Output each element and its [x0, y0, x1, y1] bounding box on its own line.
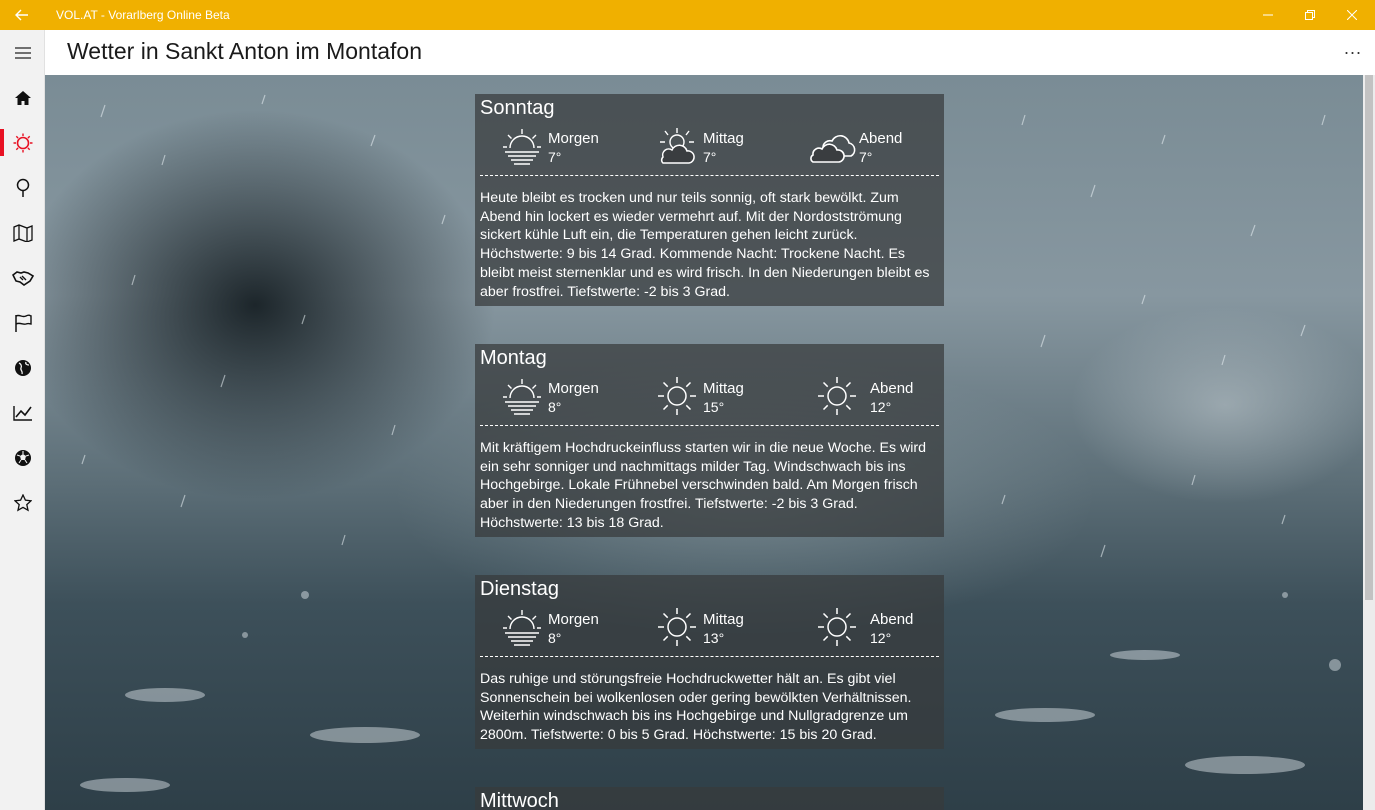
sun-haze-icon: [502, 376, 542, 416]
sun-haze-icon: [502, 126, 542, 166]
period-label: Morgen: [548, 380, 599, 397]
scrollbar[interactable]: [1363, 75, 1375, 810]
sidebar-item-home[interactable]: [0, 75, 45, 120]
flag-icon: [14, 314, 32, 332]
close-icon: [1347, 10, 1357, 20]
period-temp: 7°: [703, 149, 717, 165]
period-label: Mittag: [703, 611, 744, 628]
sidebar-item-map[interactable]: [0, 210, 45, 255]
minimize-button[interactable]: [1245, 0, 1291, 30]
window-title: VOL.AT - Vorarlberg Online Beta: [56, 8, 230, 22]
forecast-card-montag: [475, 344, 944, 537]
sidebar: [0, 30, 45, 810]
period-label: Morgen: [548, 130, 599, 147]
sun-icon: [817, 607, 857, 647]
hamburger-icon: [15, 47, 31, 59]
page-title: Wetter in Sankt Anton im Montafon: [67, 38, 422, 64]
period-evening: [817, 607, 967, 651]
sun-icon: [657, 376, 697, 416]
period-morning: [502, 376, 652, 420]
sun-haze-icon: [502, 607, 542, 647]
period-temp: 7°: [548, 149, 562, 165]
period-temp: 8°: [548, 399, 562, 415]
chart-icon: [13, 405, 33, 421]
map-icon: [13, 224, 33, 242]
back-button[interactable]: [0, 0, 44, 30]
forecast-text: Das ruhige und störungsfreie Hochdruckwetter hält an. Es gibt viel Sonnenschein bei wolkenlosen oder gering bewölkten Verhältnissen. Weiterhin windschwach bis ins Hochgebirge und Nullgradgrenze um 2800m. Tiefstwerte: 0 bis 5 Grad. Höchstwerte: 15 bis 20 Grad.: [480, 671, 912, 744]
sidebar-item-partners[interactable]: [0, 255, 45, 300]
period-evening: [817, 376, 967, 420]
home-icon: [14, 90, 32, 106]
period-temp: 12°: [870, 630, 892, 646]
maximize-button[interactable]: [1287, 0, 1333, 30]
sidebar-item-events[interactable]: [0, 300, 45, 345]
restore-icon: [1305, 10, 1315, 20]
period-label: Abend: [870, 611, 914, 628]
sun-icon: [817, 376, 857, 416]
partly-cloudy-icon: [657, 126, 697, 166]
forecast-card-dienstag: [475, 575, 944, 749]
period-temp: 7°: [859, 149, 873, 165]
sidebar-item-favorites[interactable]: [0, 480, 45, 525]
scroll-thumb[interactable]: [1365, 75, 1373, 600]
sun-icon: [657, 607, 697, 647]
period-morning: [502, 607, 652, 651]
forecast-card-mittwoch: [475, 787, 944, 810]
period-noon: [657, 607, 807, 651]
pin-icon: [16, 178, 30, 198]
star-icon: [14, 494, 32, 512]
period-label: Morgen: [548, 611, 599, 628]
forecast-card-sonntag: [475, 94, 944, 306]
back-arrow-icon: [15, 9, 29, 21]
period-label: Abend: [859, 130, 903, 147]
day-title: Sonntag: [480, 97, 555, 119]
period-temp: 8°: [548, 630, 562, 646]
forecast-text: Mit kräftigem Hochdruckeinfluss starten wir in die neue Woche. Es wird ein sehr sonniger und nachmittags milder Tag. Windschwach bis ins Hochgebirge. Lokale Frühnebel verschwinden bald. Am Morgen frisch aber in den Niederungen frostfrei. Tiefstwerte: -2 bis 3 Grad. Höchstwerte: 13 bis 18 Grad.: [480, 440, 927, 531]
minimize-icon: [1263, 10, 1273, 20]
forecast-text: Heute bleibt es trocken und nur teils sonnig, oft stark bewölkt. Zum Abend hin lockert es wieder vermehrt auf. Mit der Nordostströmung sickert kühle Luft ein, die Temperaturen gehen leicht zurück. Höchstwerte: 9 bis 14 Grad. Kommende Nacht: Trockene Nacht. Es bleibt meist sternenklar und es wird frisch. In den Niederungen bleibt es aber frostfrei. Tiefstwerte: -2 bis 3 Grad.: [480, 190, 930, 300]
sidebar-item-location[interactable]: [0, 165, 45, 210]
globe-icon: [14, 359, 32, 377]
close-button[interactable]: [1329, 0, 1375, 30]
page-header: [45, 30, 1375, 75]
day-title: Montag: [480, 347, 547, 369]
sidebar-item-menu[interactable]: [0, 30, 45, 75]
sidebar-item-weather[interactable]: [0, 120, 45, 165]
handshake-icon: [12, 270, 34, 286]
period-morning: [502, 126, 652, 170]
divider: [480, 175, 939, 176]
sidebar-item-sports[interactable]: [0, 435, 45, 480]
period-noon: [657, 126, 807, 170]
period-label: Abend: [870, 380, 914, 397]
period-temp: 13°: [703, 630, 725, 646]
sidebar-item-markets[interactable]: [0, 390, 45, 435]
cloudy-icon: [809, 126, 857, 166]
weather-content[interactable]: [45, 75, 1363, 810]
divider: [480, 425, 939, 426]
day-title: Dienstag: [480, 578, 559, 600]
day-title: Mittwoch: [480, 790, 559, 810]
more-options-button[interactable]: ...: [1343, 38, 1362, 58]
period-temp: 12°: [870, 399, 892, 415]
sidebar-item-world[interactable]: [0, 345, 45, 390]
title-bar: [0, 0, 1375, 30]
period-temp: 15°: [703, 399, 725, 415]
soccer-ball-icon: [14, 449, 32, 467]
period-label: Mittag: [703, 380, 744, 397]
divider: [480, 656, 939, 657]
sun-icon: [13, 133, 33, 153]
period-noon: [657, 376, 807, 420]
period-label: Mittag: [703, 130, 744, 147]
period-evening: [813, 126, 963, 170]
